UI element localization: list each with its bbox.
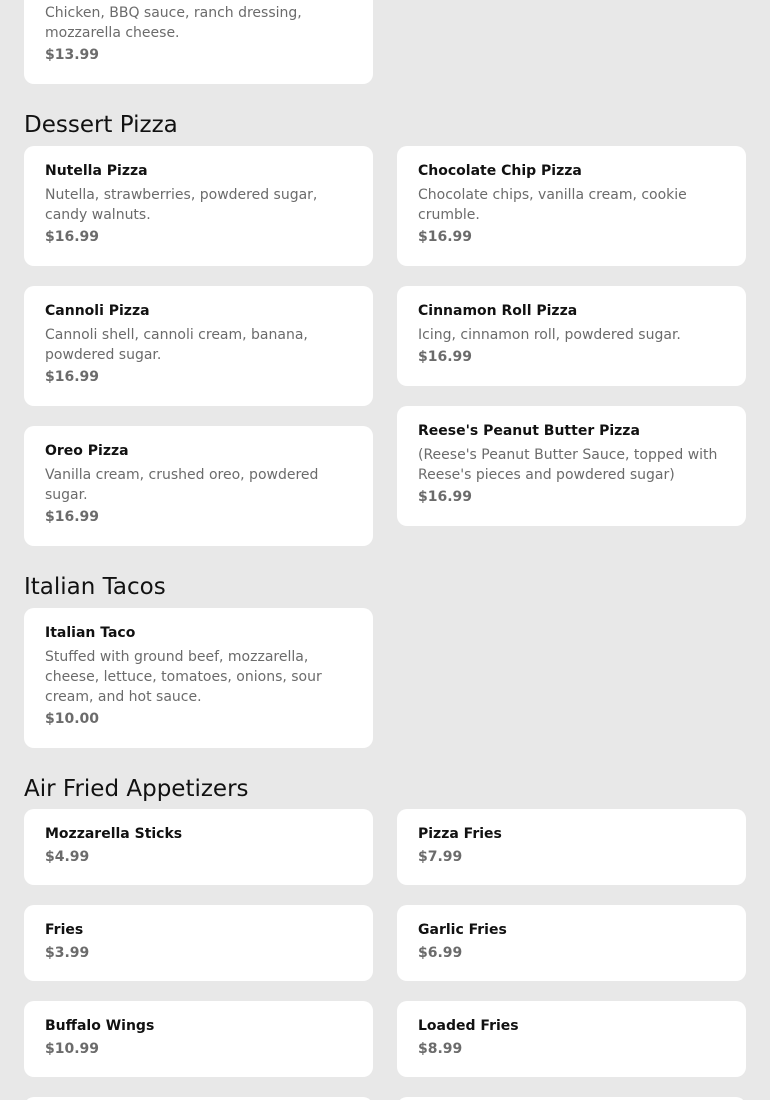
menu-item-description: Nutella, strawberries, powdered sugar, candy walnuts. (45, 187, 318, 223)
menu-item-name: Loaded Fries (418, 1018, 519, 1034)
menu-item-price: $4.99 (45, 849, 90, 865)
menu-item-name: Garlic Fries (418, 922, 507, 938)
menu-item-name: Cinnamon Roll Pizza (418, 303, 578, 319)
menu-item-price: $16.99 (418, 229, 473, 245)
menu-item-card-buffalo-wings[interactable] (24, 1001, 373, 1077)
menu-item-price: $16.99 (45, 509, 100, 525)
section-title-air-fried-appetizers: Air Fried Appetizers (24, 776, 249, 802)
menu-item-name: Italian Taco (45, 625, 136, 641)
menu-item-description: Cannoli shell, cannoli cream, banana, powdered sugar. (45, 327, 308, 363)
menu-item-card-cannoli-pizza[interactable] (24, 286, 373, 406)
menu-item-card-oreo-pizza[interactable] (24, 426, 373, 546)
menu-item-name: Cannoli Pizza (45, 303, 150, 319)
menu-item-name: Mozzarella Sticks (45, 826, 183, 842)
menu-item-description: Stuffed with ground beef, mozzarella, cheese, lettuce, tomatoes, onions, sour cream, and hot sauce. (45, 649, 322, 705)
menu-item-price: $16.99 (418, 489, 473, 505)
menu-item-card-garlic-fries[interactable] (397, 905, 746, 981)
menu-item-card-cinnamon-roll-pizza[interactable] (397, 286, 746, 386)
menu-item-description: Chicken, BBQ sauce, ranch dressing, mozzarella cheese. (45, 5, 302, 41)
menu-item-card[interactable] (24, 0, 373, 84)
menu-item-card-nutella-pizza[interactable] (24, 146, 373, 266)
menu-item-name: Reese's Peanut Butter Pizza (418, 423, 640, 439)
menu-item-price: $16.99 (418, 349, 473, 365)
menu-item-name: Pizza Fries (418, 826, 502, 842)
section-title-italian-tacos: Italian Tacos (24, 574, 166, 600)
menu-item-name: Fries (45, 922, 84, 938)
menu-item-card-chocolate-chip-pizza[interactable] (397, 146, 746, 266)
menu-item-price: $16.99 (45, 369, 100, 385)
menu-item-card-italian-taco[interactable] (24, 608, 373, 748)
menu-item-price: $13.99 (45, 47, 100, 63)
menu-item-price: $16.99 (45, 229, 100, 245)
menu-item-name: Buffalo Wings (45, 1018, 155, 1034)
menu-item-price: $10.99 (45, 1041, 100, 1057)
menu-item-price: $8.99 (418, 1041, 463, 1057)
menu-item-card-reeses-peanut-butter-pizza[interactable] (397, 406, 746, 526)
section-title-dessert-pizza: Dessert Pizza (24, 112, 178, 138)
menu-item-description: (Reese's Peanut Butter Sauce, topped with Reese's pieces and powdered sugar) (418, 447, 718, 483)
menu-item-name: Chocolate Chip Pizza (418, 163, 582, 179)
menu-item-price: $7.99 (418, 849, 463, 865)
menu-item-price: $6.99 (418, 945, 463, 961)
menu-item-price: $10.00 (45, 711, 100, 727)
menu-item-card-fries[interactable] (24, 905, 373, 981)
menu-item-name: Nutella Pizza (45, 163, 148, 179)
menu-item-card-pizza-fries[interactable] (397, 809, 746, 885)
menu-item-description: Chocolate chips, vanilla cream, cookie crumble. (418, 187, 687, 223)
menu-item-name: Oreo Pizza (45, 443, 129, 459)
menu-item-card-mozzarella-sticks[interactable] (24, 809, 373, 885)
menu-item-description: Icing, cinnamon roll, powdered sugar. (418, 327, 681, 343)
menu-item-card-loaded-fries[interactable] (397, 1001, 746, 1077)
menu-item-price: $3.99 (45, 945, 90, 961)
menu-item-description: Vanilla cream, crushed oreo, powdered sugar. (45, 467, 319, 503)
